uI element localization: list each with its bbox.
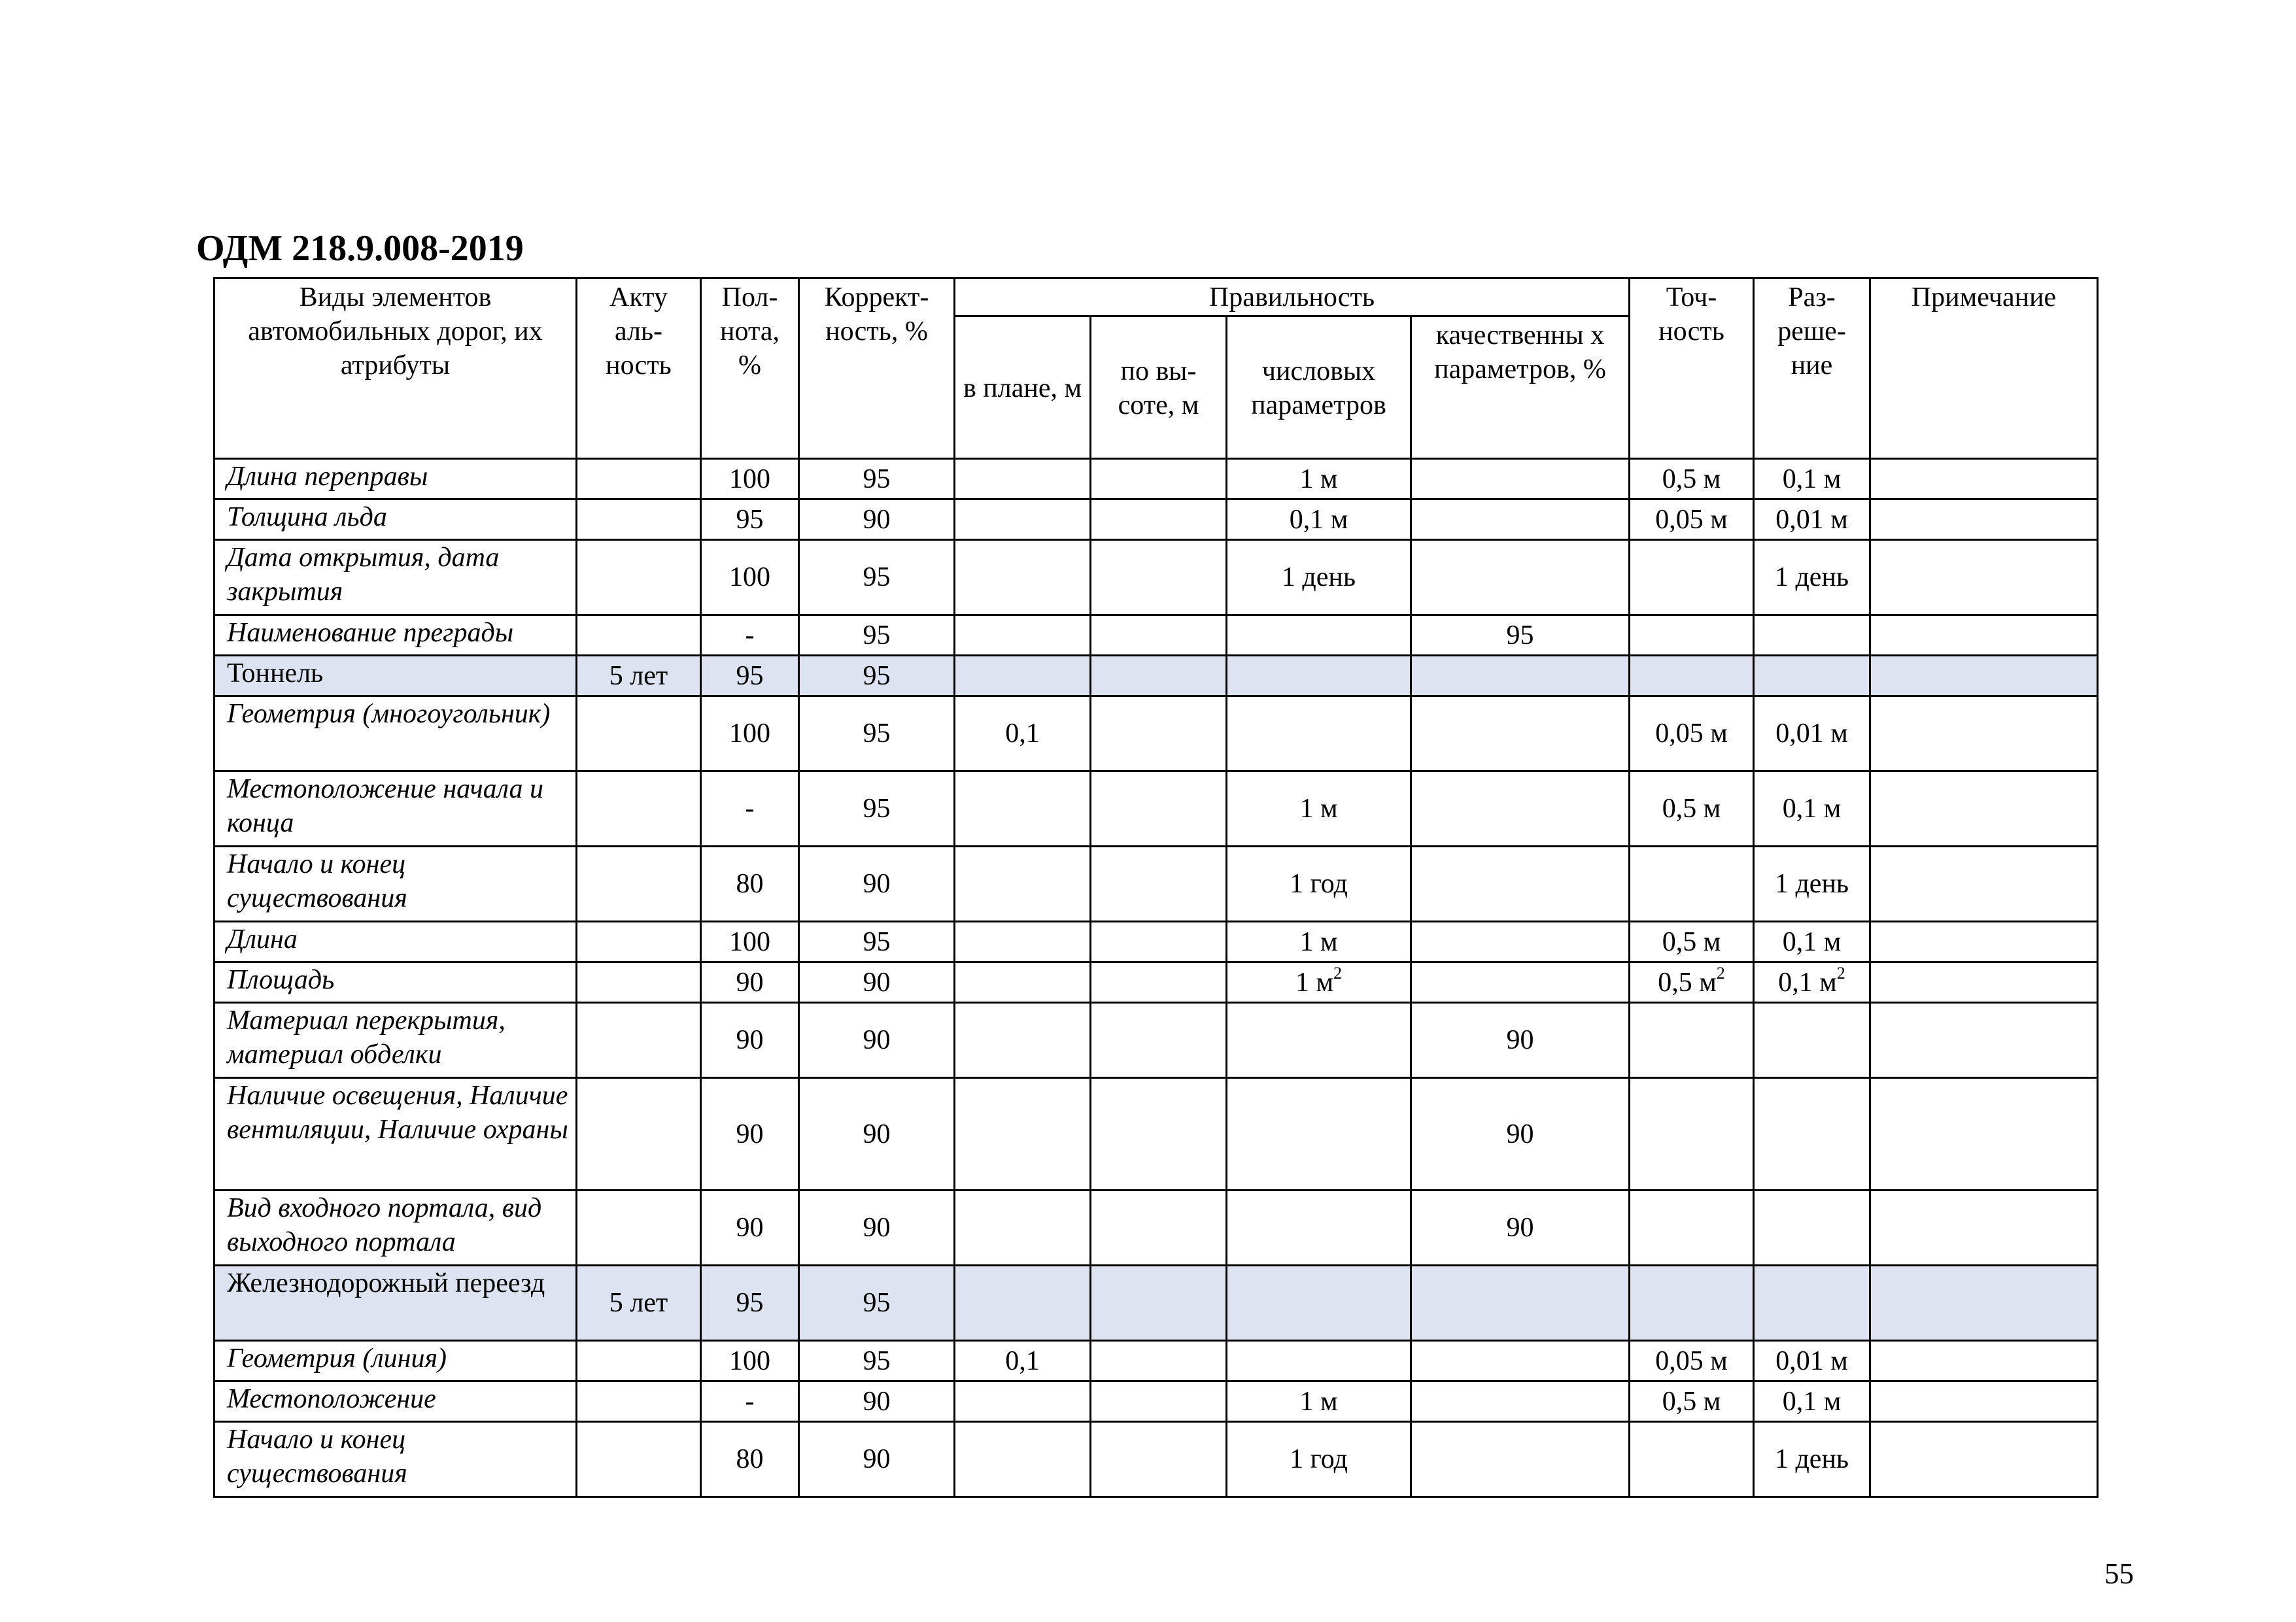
cell-note: [1870, 1191, 2098, 1266]
cell-in-height: [1091, 922, 1227, 962]
cell-name: Площадь: [214, 962, 577, 1003]
cell-precision: [1630, 459, 1754, 499]
cell-in-height: [1091, 847, 1227, 922]
cell-resolution: [1754, 1341, 1870, 1381]
cell-numeric: [1227, 615, 1411, 656]
cell-in-plan: [955, 1422, 1091, 1497]
cell-value: 1 год: [1290, 1444, 1348, 1474]
cell-numeric: [1227, 1078, 1411, 1191]
cell-qualitative: [1411, 615, 1630, 656]
cell-completeness: [701, 962, 799, 1003]
cell-qualitative: [1411, 540, 1630, 615]
cell-actuality: [577, 1191, 701, 1266]
cell-actuality: [577, 656, 701, 696]
cell-in-height: [1091, 1422, 1227, 1497]
cell-note: [1870, 540, 2098, 615]
cell-in-plan: [955, 1003, 1091, 1078]
cell-in-height: [1091, 656, 1227, 696]
header-element-types: Виды элементов автомобильных дорог, их атрибуты: [214, 279, 577, 459]
cell-note: [1870, 1078, 2098, 1191]
cell-name: Материал перекрытия, материал обделки: [214, 1003, 577, 1078]
cell-actuality: [577, 540, 701, 615]
table-row: [214, 459, 2098, 499]
cell-value: 0,01 м: [1775, 1345, 1848, 1376]
cell-resolution: [1754, 1191, 1870, 1266]
cell-value: 0,1 м: [1782, 1386, 1842, 1417]
cell-value: 100: [729, 1345, 770, 1376]
cell-numeric: [1227, 847, 1411, 922]
cell-completeness: [701, 459, 799, 499]
cell-in-plan: [955, 499, 1091, 540]
header-in-height: по вы- соте, м: [1091, 316, 1227, 459]
cell-numeric: [1227, 1266, 1411, 1341]
cell-value: 90: [736, 1119, 764, 1149]
cell-precision: [1630, 962, 1754, 1003]
cell-value: 0,1 м: [1289, 504, 1348, 535]
cell-name: Наименование преграды: [214, 615, 577, 656]
cell-correctness: [799, 1191, 955, 1266]
cell-completeness: [701, 1422, 799, 1497]
cell-actuality: [577, 459, 701, 499]
cell-value: 0,5 м: [1662, 794, 1721, 824]
cell-qualitative: [1411, 922, 1630, 962]
table-row: [214, 962, 2098, 1003]
cell-in-height: [1091, 771, 1227, 847]
cell-note: [1870, 499, 2098, 540]
cell-note: [1870, 1003, 2098, 1078]
cell-actuality: [577, 499, 701, 540]
cell-precision: [1630, 847, 1754, 922]
cell-value: 95: [736, 660, 764, 691]
cell-value: 90: [863, 1119, 891, 1149]
cell-correctness: [799, 962, 955, 1003]
cell-value: 90: [863, 1444, 891, 1474]
table-row: [214, 696, 2098, 771]
table-row: [214, 847, 2098, 922]
header-precision: Точ- ность: [1630, 279, 1754, 459]
cell-correctness: [799, 459, 955, 499]
table-row: [214, 1003, 2098, 1078]
cell-resolution: [1754, 1381, 1870, 1422]
cell-correctness: [799, 1341, 955, 1381]
cell-actuality: [577, 1381, 701, 1422]
cell-in-height: [1091, 1191, 1227, 1266]
cell-completeness: [701, 1003, 799, 1078]
cell-note: [1870, 459, 2098, 499]
table-row: [214, 615, 2098, 656]
cell-name: Геометрия (линия): [214, 1341, 577, 1381]
header-note: Примечание: [1870, 279, 2098, 459]
cell-numeric: [1227, 656, 1411, 696]
cell-note: [1870, 1341, 2098, 1381]
cell-in-plan: [955, 696, 1091, 771]
table-row: [214, 540, 2098, 615]
cell-value: 1 м: [1299, 1386, 1338, 1417]
cell-name: Начало и конец существования: [214, 847, 577, 922]
cell-in-height: [1091, 696, 1227, 771]
cell-precision: [1630, 1381, 1754, 1422]
cell-qualitative: [1411, 1078, 1630, 1191]
cell-precision: [1630, 1078, 1754, 1191]
cell-value: 95: [1506, 620, 1534, 650]
cell-value: 95: [736, 1288, 764, 1318]
table-row: [214, 771, 2098, 847]
cell-value: 90: [736, 967, 764, 998]
cell-value: 90: [736, 1213, 764, 1243]
cell-value: 95: [863, 1288, 891, 1318]
cell-in-plan: [955, 459, 1091, 499]
cell-in-plan: [955, 962, 1091, 1003]
cell-qualitative: [1411, 847, 1630, 922]
cell-actuality: [577, 922, 701, 962]
cell-name: Длина переправы: [214, 459, 577, 499]
cell-value: 90: [736, 1025, 764, 1055]
cell-in-plan: [955, 771, 1091, 847]
cell-value: 90: [863, 1025, 891, 1055]
cell-value: 5 лет: [609, 660, 668, 691]
cell-completeness: [701, 1266, 799, 1341]
cell-numeric: [1227, 540, 1411, 615]
cell-qualitative: [1411, 771, 1630, 847]
cell-value: 90: [863, 869, 891, 899]
cell-completeness: [701, 1381, 799, 1422]
cell-qualitative: [1411, 499, 1630, 540]
cell-value: 100: [729, 926, 770, 957]
cell-actuality: [577, 1422, 701, 1497]
cell-in-plan: [955, 1266, 1091, 1341]
table-group-row: [214, 656, 2098, 696]
table-row: [214, 922, 2098, 962]
cell-value: 95: [863, 926, 891, 957]
cell-value: 95: [863, 660, 891, 691]
cell-value: 0,05 м: [1655, 718, 1728, 749]
cell-numeric: [1227, 771, 1411, 847]
cell-resolution: [1754, 499, 1870, 540]
cell-value: 100: [729, 464, 770, 494]
cell-correctness: [799, 499, 955, 540]
cell-resolution: [1754, 615, 1870, 656]
cell-value: 100: [729, 562, 770, 592]
cell-precision: [1630, 922, 1754, 962]
cell-correctness: [799, 615, 955, 656]
cell-value: 0,1 м: [1782, 464, 1842, 494]
header-qualitative: качественны х параметров, %: [1411, 316, 1630, 459]
cell-in-plan: [955, 1191, 1091, 1266]
cell-correctness: [799, 1078, 955, 1191]
cell-note: [1870, 771, 2098, 847]
cell-in-plan: [955, 1078, 1091, 1191]
table-group-row: [214, 1266, 2098, 1341]
cell-actuality: [577, 1003, 701, 1078]
cell-note: [1870, 922, 2098, 962]
cell-value: 0,5 м: [1662, 1386, 1721, 1417]
cell-completeness: [701, 615, 799, 656]
cell-value: 0,5 м: [1662, 464, 1721, 494]
cell-resolution: [1754, 847, 1870, 922]
cell-numeric: [1227, 1191, 1411, 1266]
cell-precision: [1630, 1422, 1754, 1497]
cell-completeness: [701, 696, 799, 771]
cell-value: 90: [1506, 1213, 1534, 1243]
cell-value: 95: [863, 620, 891, 650]
cell-numeric: [1227, 1341, 1411, 1381]
cell-value: 1 день: [1774, 869, 1849, 899]
cell-precision: [1630, 656, 1754, 696]
cell-resolution: [1754, 1003, 1870, 1078]
quality-requirements-table: [213, 277, 2099, 1498]
page-number: 55: [2104, 1557, 2134, 1590]
header-correctness: Коррект- ность, %: [799, 279, 955, 459]
cell-in-plan: [955, 922, 1091, 962]
cell-value: 0,01 м: [1775, 718, 1848, 749]
cell-completeness: [701, 540, 799, 615]
cell-qualitative: [1411, 656, 1630, 696]
cell-in-plan: [955, 540, 1091, 615]
cell-value: 1 день: [1774, 1444, 1849, 1474]
cell-value: 0,05 м: [1655, 504, 1728, 535]
cell-resolution: [1754, 1266, 1870, 1341]
table-body: [214, 459, 2098, 1497]
cell-value: 90: [1506, 1119, 1534, 1149]
cell-value: 95: [863, 464, 891, 494]
cell-completeness: [701, 922, 799, 962]
cell-completeness: [701, 1341, 799, 1381]
cell-value: 0,1: [1005, 1345, 1040, 1376]
cell-resolution: [1754, 922, 1870, 962]
cell-in-height: [1091, 1266, 1227, 1341]
cell-actuality: [577, 615, 701, 656]
cell-correctness: [799, 540, 955, 615]
cell-numeric: [1227, 962, 1411, 1003]
cell-in-height: [1091, 1078, 1227, 1191]
cell-value: 1 м: [1299, 926, 1338, 957]
cell-note: [1870, 1422, 2098, 1497]
cell-in-plan: [955, 1341, 1091, 1381]
cell-note: [1870, 696, 2098, 771]
cell-correctness: [799, 1266, 955, 1341]
header-resolution: Раз- реше- ние: [1754, 279, 1870, 459]
cell-in-height: [1091, 615, 1227, 656]
cell-correctness: [799, 1381, 955, 1422]
cell-precision: [1630, 615, 1754, 656]
cell-value: -: [745, 1386, 755, 1417]
cell-value: 0,01 м: [1775, 504, 1848, 535]
cell-value: 1 день: [1281, 562, 1356, 592]
cell-note: [1870, 962, 2098, 1003]
cell-numeric: [1227, 1381, 1411, 1422]
cell-resolution: [1754, 656, 1870, 696]
cell-precision: [1630, 1341, 1754, 1381]
cell-name: Дата открытия, дата закрытия: [214, 540, 577, 615]
header-numeric: числовых параметров: [1227, 316, 1411, 459]
cell-resolution: [1754, 540, 1870, 615]
cell-value: 0,05 м: [1655, 1345, 1728, 1376]
superscript: 2: [1333, 963, 1343, 983]
cell-qualitative: [1411, 1191, 1630, 1266]
cell-actuality: [577, 847, 701, 922]
cell-name: Начало и конец существования: [214, 1422, 577, 1497]
cell-qualitative: [1411, 696, 1630, 771]
cell-resolution: [1754, 459, 1870, 499]
cell-value: 0,1 м: [1782, 926, 1842, 957]
cell-resolution: [1754, 771, 1870, 847]
header-completeness: Пол- нота, %: [701, 279, 799, 459]
cell-value: 0,5 м: [1658, 967, 1717, 998]
cell-note: [1870, 1266, 2098, 1341]
cell-resolution: [1754, 696, 1870, 771]
cell-value: 80: [736, 1444, 764, 1474]
cell-name: Вид входного портала, вид выходного портала: [214, 1191, 577, 1266]
cell-numeric: [1227, 1422, 1411, 1497]
cell-value: 90: [863, 1386, 891, 1417]
cell-correctness: [799, 696, 955, 771]
cell-value: 0,1 м: [1778, 967, 1837, 998]
cell-in-height: [1091, 1381, 1227, 1422]
cell-note: [1870, 1381, 2098, 1422]
cell-resolution: [1754, 962, 1870, 1003]
cell-correctness: [799, 1003, 955, 1078]
cell-in-height: [1091, 1003, 1227, 1078]
cell-actuality: [577, 1341, 701, 1381]
cell-value: 1 день: [1774, 562, 1849, 592]
cell-value: 5 лет: [609, 1288, 668, 1318]
superscript: 2: [1716, 963, 1725, 983]
header-in-plan: в плане, м: [955, 316, 1091, 459]
cell-value: 90: [863, 967, 891, 998]
cell-value: 1 м: [1295, 967, 1334, 998]
table-row: [214, 1078, 2098, 1191]
cell-in-plan: [955, 656, 1091, 696]
table-header: [214, 279, 2098, 459]
cell-name: Длина: [214, 922, 577, 962]
table-row: [214, 499, 2098, 540]
cell-actuality: [577, 1078, 701, 1191]
document-code: ОДМ 218.9.008-2019: [196, 228, 524, 269]
cell-qualitative: [1411, 1381, 1630, 1422]
cell-in-height: [1091, 540, 1227, 615]
cell-note: [1870, 656, 2098, 696]
cell-in-height: [1091, 459, 1227, 499]
superscript: 2: [1836, 963, 1845, 983]
cell-completeness: [701, 656, 799, 696]
cell-value: 80: [736, 869, 764, 899]
cell-value: 0,1 м: [1782, 794, 1842, 824]
cell-numeric: [1227, 922, 1411, 962]
cell-correctness: [799, 1422, 955, 1497]
cell-numeric: [1227, 696, 1411, 771]
cell-name: Тоннель: [214, 656, 577, 696]
header-actuality: Акту аль- ность: [577, 279, 701, 459]
cell-name: Местоположение начала и конца: [214, 771, 577, 847]
cell-value: 95: [736, 504, 764, 535]
cell-qualitative: [1411, 1422, 1630, 1497]
cell-note: [1870, 615, 2098, 656]
cell-value: 90: [863, 504, 891, 535]
cell-qualitative: [1411, 1003, 1630, 1078]
cell-in-height: [1091, 962, 1227, 1003]
cell-precision: [1630, 1191, 1754, 1266]
cell-value: 0,5 м: [1662, 926, 1721, 957]
cell-correctness: [799, 847, 955, 922]
table-row: [214, 1381, 2098, 1422]
table-row: [214, 1341, 2098, 1381]
cell-precision: [1630, 1266, 1754, 1341]
cell-value: 95: [863, 794, 891, 824]
cell-precision: [1630, 1003, 1754, 1078]
cell-correctness: [799, 922, 955, 962]
cell-numeric: [1227, 499, 1411, 540]
cell-completeness: [701, 847, 799, 922]
cell-value: 90: [1506, 1025, 1534, 1055]
cell-in-plan: [955, 615, 1091, 656]
cell-name: Местоположение: [214, 1381, 577, 1422]
cell-value: 1 м: [1299, 464, 1338, 494]
header-validity: Правильность: [955, 279, 1630, 316]
cell-actuality: [577, 771, 701, 847]
cell-completeness: [701, 1191, 799, 1266]
cell-qualitative: [1411, 1341, 1630, 1381]
cell-in-height: [1091, 499, 1227, 540]
cell-qualitative: [1411, 1266, 1630, 1341]
cell-numeric: [1227, 459, 1411, 499]
cell-name: Наличие освещения, Наличие вентиляции, Наличие охраны: [214, 1078, 577, 1191]
cell-value: 95: [863, 562, 891, 592]
cell-correctness: [799, 656, 955, 696]
cell-value: 95: [863, 718, 891, 749]
table-row: [214, 1422, 2098, 1497]
cell-completeness: [701, 499, 799, 540]
cell-in-height: [1091, 1341, 1227, 1381]
cell-actuality: [577, 696, 701, 771]
cell-precision: [1630, 540, 1754, 615]
cell-note: [1870, 847, 2098, 922]
cell-actuality: [577, 962, 701, 1003]
cell-in-plan: [955, 847, 1091, 922]
cell-value: -: [745, 794, 755, 824]
cell-completeness: [701, 771, 799, 847]
cell-qualitative: [1411, 459, 1630, 499]
cell-name: Железнодорожный переезд: [214, 1266, 577, 1341]
cell-numeric: [1227, 1003, 1411, 1078]
cell-name: Геометрия (многоугольник): [214, 696, 577, 771]
cell-resolution: [1754, 1422, 1870, 1497]
cell-name: Толщина льда: [214, 499, 577, 540]
cell-value: -: [745, 620, 755, 650]
cell-actuality: [577, 1266, 701, 1341]
cell-value: 100: [729, 718, 770, 749]
cell-value: 90: [863, 1213, 891, 1243]
cell-correctness: [799, 771, 955, 847]
cell-value: 95: [863, 1345, 891, 1376]
table-row: [214, 1191, 2098, 1266]
cell-value: 1 год: [1290, 869, 1348, 899]
cell-qualitative: [1411, 962, 1630, 1003]
cell-resolution: [1754, 1078, 1870, 1191]
cell-value: 1 м: [1299, 794, 1338, 824]
cell-value: 0,1: [1005, 718, 1040, 749]
cell-precision: [1630, 499, 1754, 540]
cell-precision: [1630, 771, 1754, 847]
cell-precision: [1630, 696, 1754, 771]
cell-completeness: [701, 1078, 799, 1191]
cell-in-plan: [955, 1381, 1091, 1422]
